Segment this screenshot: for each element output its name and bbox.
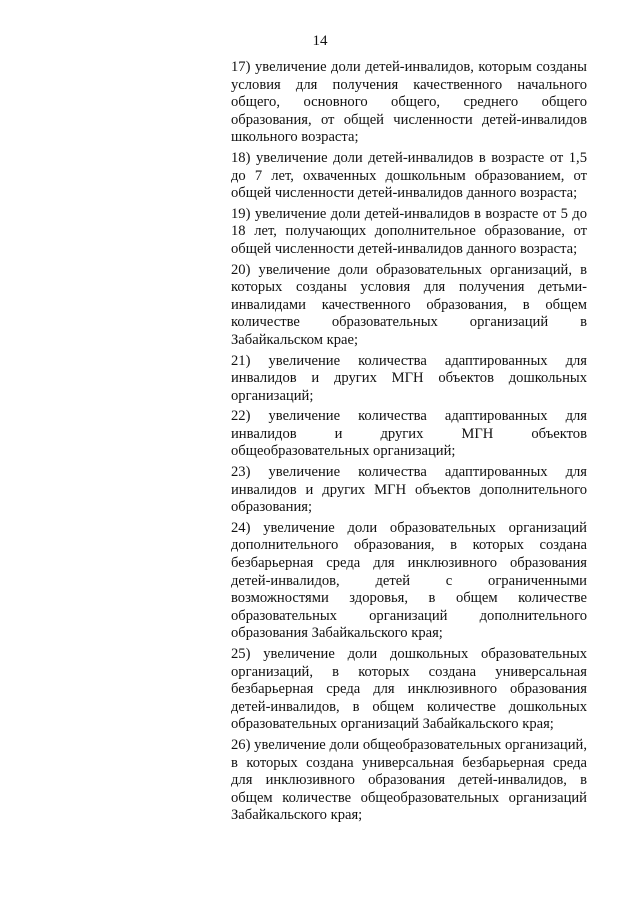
list-item-21: 21) увеличение количества адаптированных для инвалидов и других МГН объектов дошкольных организаций;	[231, 352, 587, 404]
list-item-23: 23) увеличение количества адаптированных для инвалидов и других МГН объектов дополнительного образования;	[231, 464, 587, 516]
list-item-20: 20) увеличение доли образовательных организаций, в которых созданы условия для получения детьми-инвалидами качественного образования, в общем количестве образовательных организаций в Забайкальском крае;	[231, 261, 587, 348]
document-body	[231, 59, 587, 828]
list-item-19: 19) увеличение доли детей-инвалидов в возрасте от 5 до 18 лет, получающих дополнительное образование, от общей численности детей-инвалидов данного возраста;	[231, 205, 587, 257]
list-item-17: 17) увеличение доли детей-инвалидов, которым созданы условия для получения качественного начального общего, основного общего, среднего общего образования, от общей численности детей-инвалидов школьного возраста;	[231, 59, 587, 146]
page-number: 14	[312, 33, 328, 49]
list-item-24: 24) увеличение доли образовательных организаций дополнительного образования, в которых создана безбарьерная среда для инклюзивного образования детей-инвалидов, детей с ограниченными возможностями здоровья, в общем количестве образовательных организаций дополнительного образования Забайкальского края;	[231, 519, 587, 642]
list-item-18: 18) увеличение доли детей-инвалидов в возрасте от 1,5 до 7 лет, охваченных дошкольным образованием, от общей численности детей-инвалидов данного возраста;	[231, 149, 587, 202]
list-item-26: 26) увеличение доли общеобразовательных организаций, в которых создана универсальная безбарьерная среда для инклюзивного образования детей-инвалидов, в общем количестве общеобразовательных организаций Забайкальского края;	[231, 736, 587, 824]
list-item-22: 22) увеличение количества адаптированных для инвалидов и других МГН объектов общеобразовательных организаций;	[231, 408, 587, 460]
list-item-25: 25) увеличение доли дошкольных образовательных организаций, в которых создана универсальная безбарьерная среда для инклюзивного образования детей-инвалидов, в общем количестве дошкольных образовательных организаций Забайкальского края;	[231, 646, 587, 733]
